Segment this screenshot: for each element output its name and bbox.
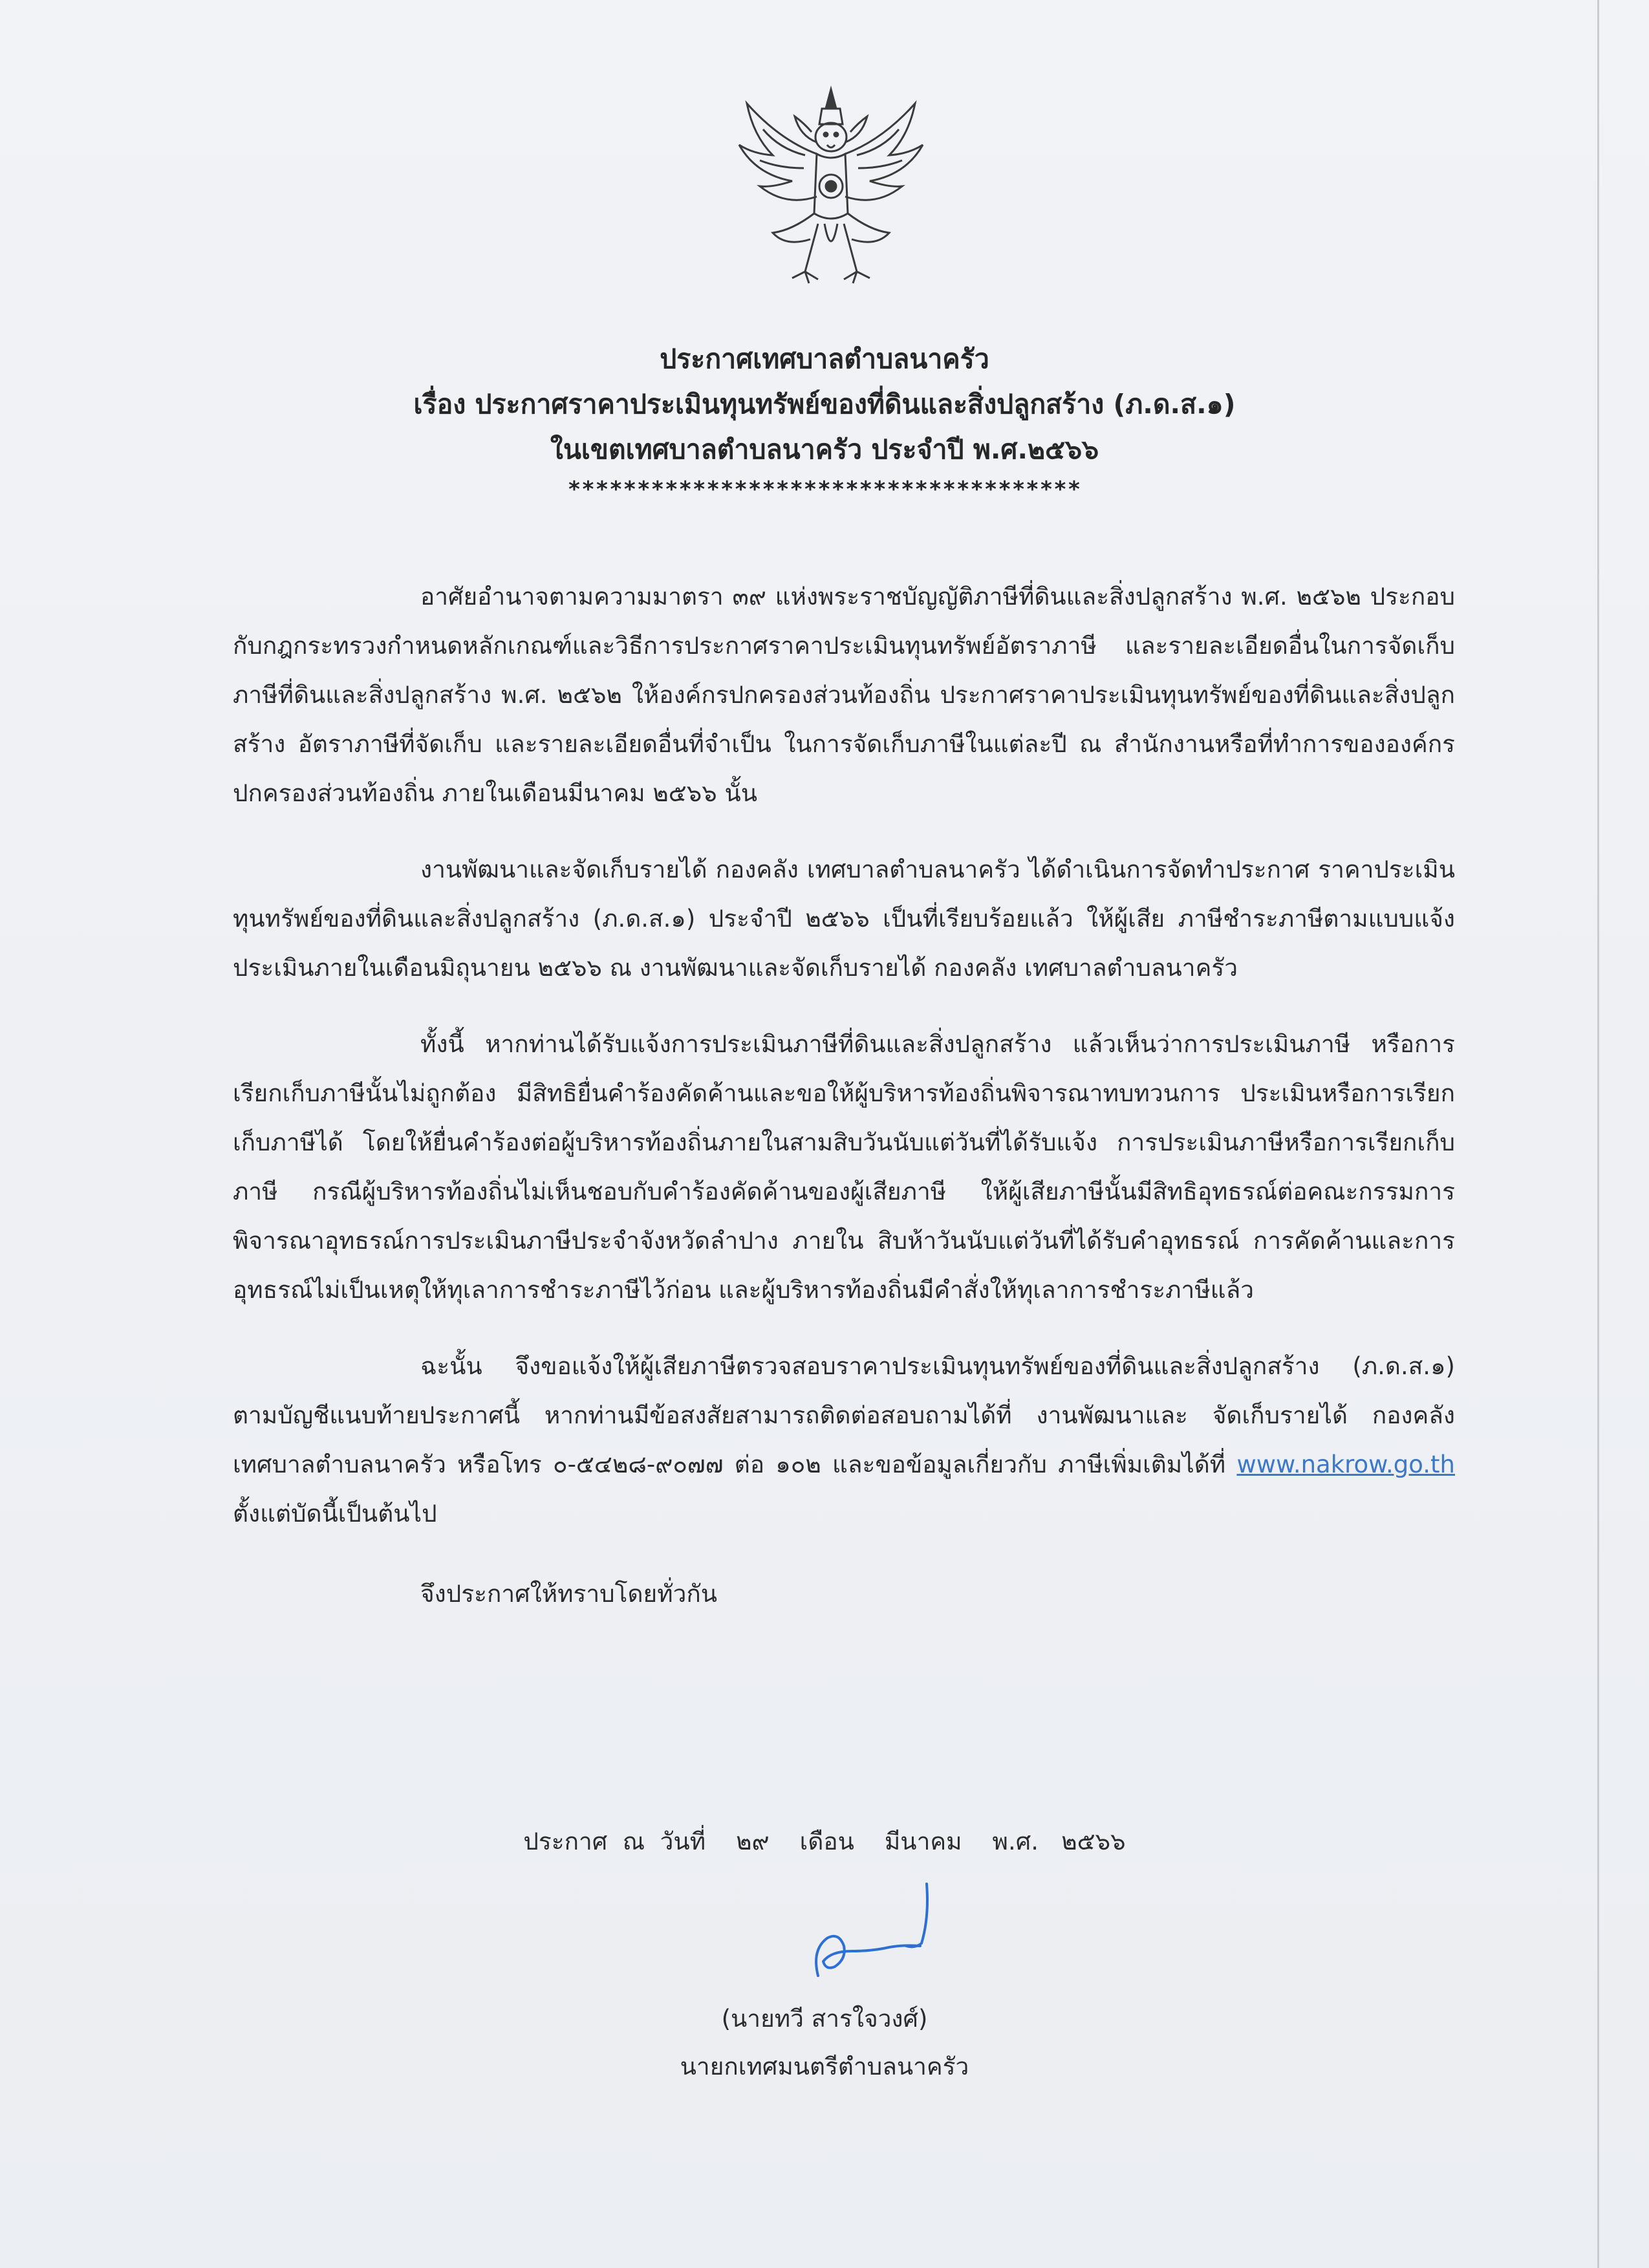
announcement-header — [194, 336, 1455, 507]
header-divider: ************************************* — [567, 477, 1082, 502]
paragraph-appeal: ทั้งนี้ หากท่านได้รับแจ้งการประเมินภาษีที่ดินและสิ่งปลูกสร้าง แล้วเห็นว่าการประเมินภาษี หรือการเรียกเก็บภาษีนั้นไม่ถูกต้อง มีสิทธิยื่นคำร้องคัดค้านและขอให้ผู้บริหารท้องถิ่นพิจารณาทบทวนการ ประเมินหรือการเรียกเก็บภาษีได้ โดยให้ยื่นคำร้องต่อผู้บริหารท้องถิ่นภายในสามสิบวันนับแต่วันที่ได้รับแจ้ง การประเมินภาษีหรือการเรียกเก็บภาษี กรณีผู้บริหารท้องถิ่นไม่เห็นชอบกับคำร้องคัดค้านของผู้เสียภาษี ให้ผู้เสียภาษีนั้นมีสิทธิอุทธรณ์ต่อคณะกรรมการพิจารณาอุทธรณ์การประเมินภาษีประจำจังหวัดลำปาง ภายใน สิบห้าวันนับแต่วันที่ได้รับคำอุทธรณ์ การคัดค้านและการอุทธรณ์ไม่เป็นเหตุให้ทุเลาการชำระภาษีไว้ก่อน และผู้บริหารท้องถิ่นมีคำสั่งให้ทุเลาการชำระภาษีแล้ว — [233, 1030, 1455, 1304]
paragraph-assessment: งานพัฒนาและจัดเก็บรายได้ กองคลัง เทศบาลตำบลนาครัว ได้ดำเนินการจัดทำประกาศ ราคาประเมินทุนทรัพย์ของที่ดินและสิ่งปลูกสร้าง (ภ.ด.ส.๑) ประจำปี ๒๕๖๖ เป็นที่เรียบร้อยแล้ว ให้ผู้เสีย ภาษีชำระภาษีตามแบบแจ้งประเมินภายในเดือนมิถุนายน ๒๕๖๖ ณ งานพัฒนาและจัดเก็บรายได้ กองคลัง เทศบาลตำบลนาครัว — [233, 856, 1455, 982]
contact-tail: ตั้งแต่บัดนี้เป็นต้นไป — [233, 1500, 437, 1528]
signature-icon — [792, 1879, 947, 1989]
paragraph-authority: อาศัยอำนาจตามความมาตรา ๓๙ แห่งพระราชบัญญัติภาษีที่ดินและสิ่งปลูกสร้าง พ.ศ. ๒๕๖๒ ประกอบกับกฎกระทรวงกำหนดหลักเกณฑ์และวิธีการประกาศราคาประเมินทุนทรัพย์อัตราภาษี และรายละเอียดอื่นในการจัดเก็บภาษีที่ดินและสิ่งปลูกสร้าง พ.ศ. ๒๕๖๒ ให้องค์กรปกครองส่วนท้องถิ่น ประกาศราคาประเมินทุนทรัพย์ของที่ดินและสิ่งปลูกสร้าง อัตราภาษีที่จัดเก็บ และรายละเอียดอื่นที่จำเป็น ในการจัดเก็บภาษีในแต่ละปี ณ สำนักงานหรือที่ทำการขององค์กรปกครองส่วนท้องถิ่น ภายในเดือนมีนาคม ๒๕๖๖ นั้น — [233, 583, 1455, 807]
announcement-subject: เรื่อง ประกาศราคาประเมินทุนทรัพย์ของที่ดินและสิ่งปลูกสร้าง (ภ.ด.ส.๑) — [413, 389, 1236, 420]
website-link[interactable]: www.nakrow.go.th — [1236, 1451, 1455, 1478]
signer-position: นายกเทศมนตรีตำบลนาครัว — [680, 2053, 969, 2080]
signer-name: (นายทวี สารใจวงศ์) — [721, 2005, 928, 2033]
announcement-body — [233, 572, 1455, 1619]
paragraph-contact — [233, 1342, 1455, 1539]
signer-block — [194, 1995, 1455, 2091]
page-edge-line — [1597, 0, 1599, 2268]
announcement-scope: ในเขตเทศบาลตำบลนาครัว ประจำปี พ.ศ.๒๕๖๖ — [550, 434, 1099, 465]
announcement-issuer: ประกาศเทศบาลตำบลนาครัว — [660, 343, 989, 374]
announcement-date: ประกาศ ณ วันที่ ๒๙ เดือน มีนาคม พ.ศ. ๒๕๖๖ — [523, 1828, 1126, 1855]
garuda-emblem-icon — [727, 78, 934, 297]
closing-statement: จึงประกาศให้ทราบโดยทั่วกัน — [420, 1580, 718, 1608]
contact-text: ฉะนั้น จึงขอแจ้งให้ผู้เสียภาษีตรวจสอบราคาประเมินทุนทรัพย์ของที่ดินและสิ่งปลูกสร้าง (ภ.ด.ส.๑) ตามบัญชีแนบท้ายประกาศนี้ หากท่านมีข้อสงสัยสามารถติดต่อสอบถามได้ที่ งานพัฒนาและ จัดเก็บรายได้ กองคลัง เทศบาลตำบลนาครัว หรือโทร ๐-๕๔๒๘-๙๐๗๗ ต่อ ๑๐๒ และขอข้อมูลเกี่ยวกับ ภาษีเพิ่มเติมได้ที่ — [233, 1352, 1455, 1478]
